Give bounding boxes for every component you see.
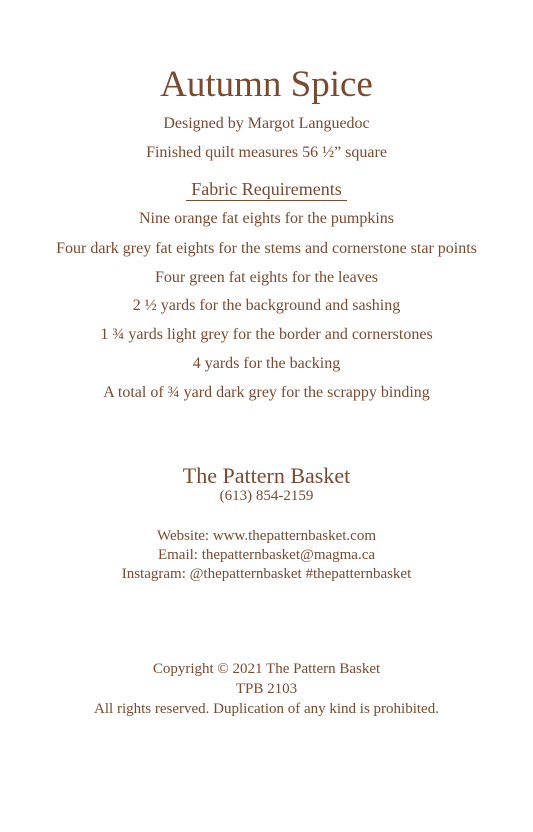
fabric-requirement-item: 1 ¾ yards light grey for the border and cornerstones xyxy=(100,326,433,343)
pattern-title: Autumn Spice xyxy=(160,64,373,105)
fabric-requirement-item: Nine orange fat eights for the pumpkins xyxy=(138,210,395,227)
fabric-requirement-item: Four green fat eights for the leaves xyxy=(154,269,379,286)
fabric-requirement-item: A total of ¾ yard dark grey for the scrappy binding xyxy=(103,384,430,401)
rights-notice: All rights reserved. Duplication of any kind is prohibited. xyxy=(94,701,439,717)
copyright-line: Copyright © 2021 The Pattern Basket xyxy=(152,661,381,677)
finished-size: Finished quilt measures 56 ½” square xyxy=(146,144,387,161)
company-phone: (613) 854-2159 xyxy=(219,488,314,504)
pattern-code: TPB 2103 xyxy=(235,681,298,697)
fabric-requirement-item: 2 ½ yards for the background and sashing xyxy=(132,297,401,314)
fabric-requirement-item: Four dark grey fat eights for the stems and cornerstone star points xyxy=(56,240,477,257)
fabric-requirements-heading xyxy=(0,180,533,201)
website-line: Website: www.thepatternbasket.com xyxy=(156,528,376,544)
designer-credit: Designed by Margot Languedoc xyxy=(163,115,370,132)
instagram-line: Instagram: @thepatternbasket #thepatternbasket xyxy=(121,566,412,582)
email-line: Email: thepatternbasket@magma.ca xyxy=(157,547,376,563)
company-name: The Pattern Basket xyxy=(182,463,351,488)
fabric-requirement-item: 4 yards for the backing xyxy=(192,355,341,372)
fabric-requirements-heading-text: Fabric Requirements xyxy=(186,180,346,201)
